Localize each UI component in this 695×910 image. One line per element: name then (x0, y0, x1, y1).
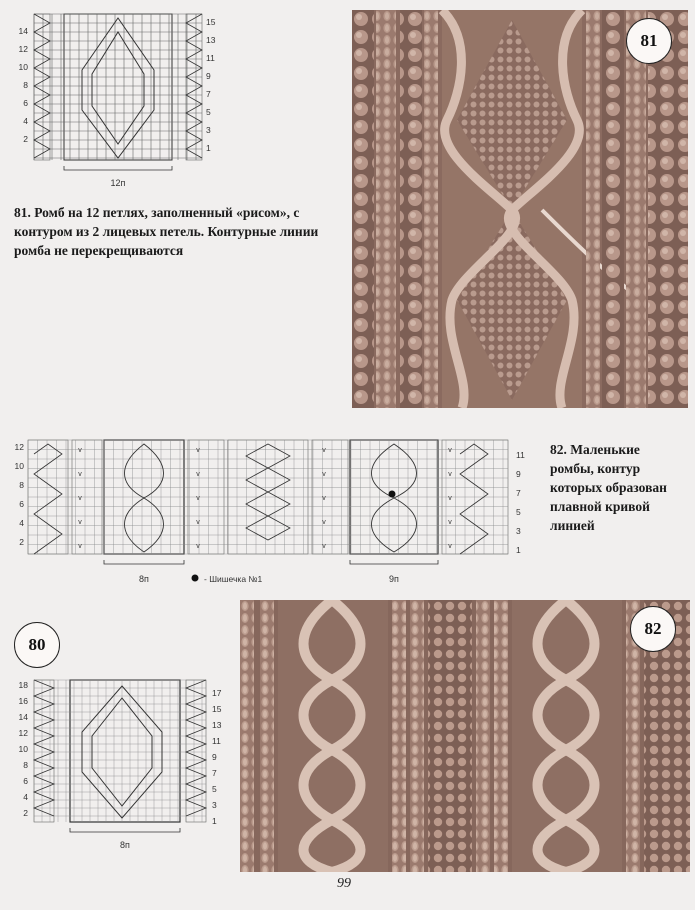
badge-82: 82 (630, 606, 676, 652)
svg-text:v: v (78, 447, 82, 454)
chart-82-width-label-1: 8п (139, 574, 149, 584)
row-label: 4 (23, 116, 28, 126)
row-label: 4 (23, 792, 28, 802)
svg-text:v: v (448, 519, 452, 526)
photo-82 (240, 600, 690, 872)
row-label: 5 (516, 507, 521, 517)
legend-bobble-icon (192, 575, 199, 582)
chart-80 (10, 676, 232, 856)
page-number: 99 (337, 876, 351, 891)
svg-text:v: v (322, 471, 326, 478)
chart-81 (10, 10, 225, 190)
row-label: 3 (212, 800, 217, 810)
row-label: 16 (18, 696, 28, 706)
row-label: 10 (14, 461, 24, 471)
row-label: 5 (212, 784, 217, 794)
svg-text:v: v (322, 495, 326, 502)
row-label: 8 (23, 80, 28, 90)
row-label: 7 (212, 768, 217, 778)
badge-81: 81 (626, 18, 672, 64)
svg-text:v: v (448, 471, 452, 478)
photo-81 (352, 10, 688, 408)
row-label: 12 (18, 44, 28, 54)
row-label: 11 (212, 736, 221, 746)
row-label: 2 (19, 537, 24, 547)
row-label: 8 (19, 480, 24, 490)
row-label: 2 (23, 134, 28, 144)
svg-text:v: v (78, 543, 82, 550)
row-label: 13 (206, 35, 216, 45)
bobble-marker-icon (389, 491, 396, 498)
row-label: 8 (23, 760, 28, 770)
row-label: 12 (18, 728, 28, 738)
row-label: 1 (212, 816, 217, 826)
row-label: 15 (212, 704, 222, 714)
row-label: 7 (516, 488, 521, 498)
row-label: 5 (206, 107, 211, 117)
chart-81-width-label: 12п (110, 178, 126, 188)
svg-text:v: v (448, 495, 452, 502)
svg-text:v: v (196, 495, 200, 502)
row-label: 1 (516, 545, 521, 555)
svg-text:v: v (448, 447, 452, 454)
row-label: 10 (18, 62, 28, 72)
chart-82 (10, 436, 540, 586)
chart-82-width-label-2: 9п (389, 574, 399, 584)
row-label: 13 (212, 720, 222, 730)
row-label: 15 (206, 17, 216, 27)
caption-81: 81. Ромб на 12 петлях, заполненный «рисом», с контуром из 2 лицевых петель. Контурные линии ромба не перекрещиваются (14, 205, 319, 258)
row-label: 11 (516, 450, 525, 460)
svg-text:v: v (78, 519, 82, 526)
svg-text:v: v (196, 471, 200, 478)
svg-text:v: v (322, 447, 326, 454)
row-label: 9 (212, 752, 217, 762)
badge-80: 80 (14, 622, 60, 668)
row-label: 3 (206, 125, 211, 135)
row-label: 17 (212, 688, 222, 698)
svg-text:v: v (322, 543, 326, 550)
svg-text:v: v (448, 543, 452, 550)
row-label: 14 (18, 712, 28, 722)
row-label: 1 (206, 143, 211, 153)
row-label: 6 (19, 499, 24, 509)
svg-text:v: v (78, 471, 82, 478)
row-label: 9 (206, 71, 211, 81)
row-label: 14 (18, 26, 28, 36)
row-label: 2 (23, 808, 28, 818)
svg-text:v: v (196, 543, 200, 550)
row-label: 7 (206, 89, 211, 99)
row-label: 6 (23, 776, 28, 786)
svg-text:v: v (322, 519, 326, 526)
row-label: 3 (516, 526, 521, 536)
svg-text:v: v (196, 447, 200, 454)
caption-82: 82. Маленькие ромбы, контур которых образован плавной кривой линией (550, 442, 667, 533)
row-label: 18 (18, 680, 28, 690)
chart-80-width-label: 8п (120, 840, 130, 850)
row-label: 6 (23, 98, 28, 108)
svg-text:v: v (196, 519, 200, 526)
row-label: 11 (206, 53, 215, 63)
row-label: 9 (516, 469, 521, 479)
svg-text:v: v (78, 495, 82, 502)
row-label: 10 (18, 744, 28, 754)
row-label: 4 (19, 518, 24, 528)
legend-text: - Шишечка №1 (204, 574, 263, 584)
row-label: 12 (14, 442, 24, 452)
